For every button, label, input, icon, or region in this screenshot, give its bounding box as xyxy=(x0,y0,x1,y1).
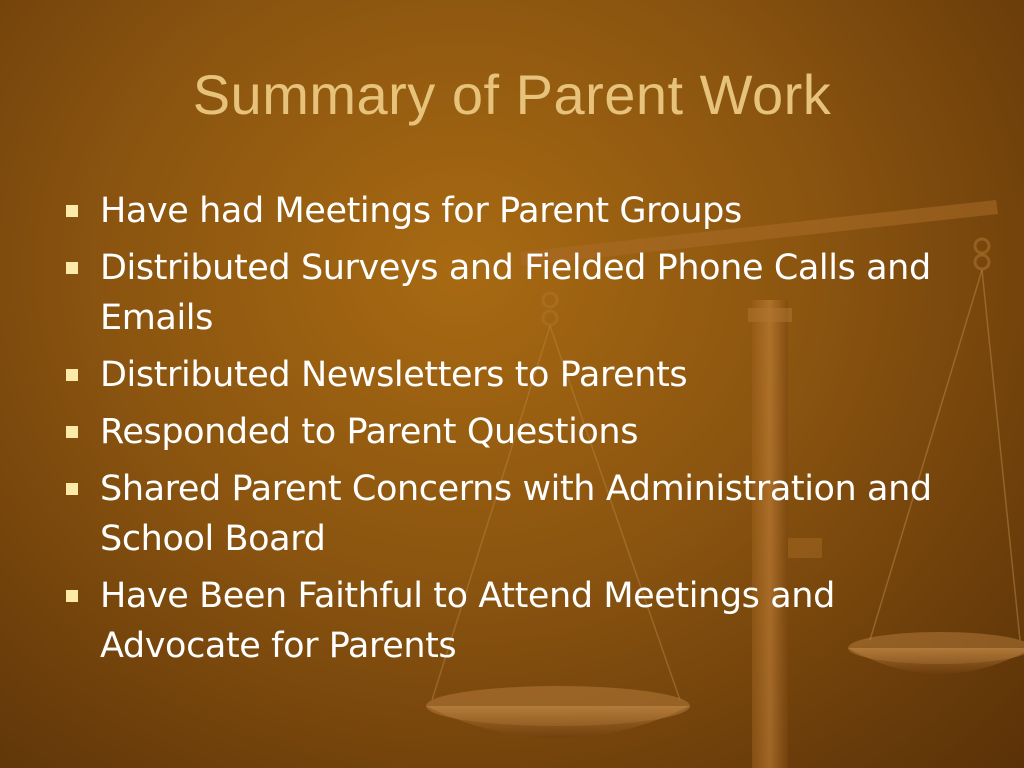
square-bullet-icon xyxy=(66,426,78,438)
bullet-item xyxy=(62,243,982,343)
bullet-item xyxy=(62,186,982,236)
bullet-text: Shared Parent Concerns with Administration and School Board xyxy=(100,469,932,559)
bullet-item xyxy=(62,350,982,400)
bullet-text: Distributed Surveys and Fielded Phone Calls and Emails xyxy=(100,248,931,338)
square-bullet-icon xyxy=(66,205,78,217)
bullet-text: Have Been Faithful to Attend Meetings and Advocate for Parents xyxy=(100,576,835,666)
square-bullet-icon xyxy=(66,369,78,381)
bullet-item xyxy=(62,464,982,564)
square-bullet-icon xyxy=(66,483,78,495)
bullet-item xyxy=(62,407,982,457)
bullet-text: Have had Meetings for Parent Groups xyxy=(100,191,742,231)
bullet-text: Distributed Newsletters to Parents xyxy=(100,355,688,395)
bullet-list xyxy=(62,186,982,678)
square-bullet-icon xyxy=(66,590,78,602)
bullet-item xyxy=(62,571,982,671)
bullet-text: Responded to Parent Questions xyxy=(100,412,639,452)
square-bullet-icon xyxy=(66,262,78,274)
slide-title: Summary of Parent Work xyxy=(192,63,832,126)
